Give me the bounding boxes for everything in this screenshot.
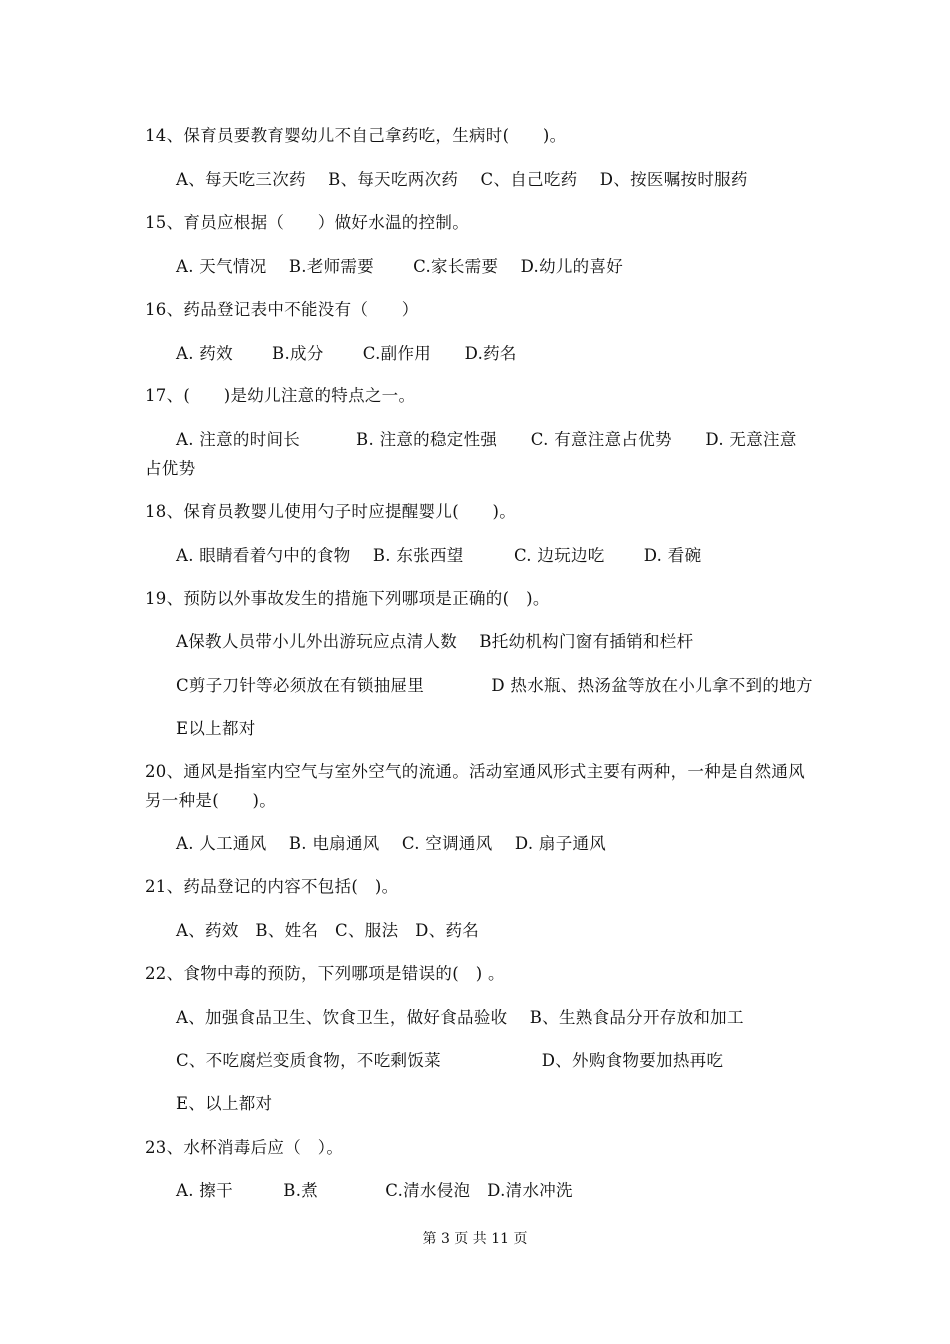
question-stem: 22、食物中毒的预防，下列哪项是错误的( ) 。	[145, 964, 505, 983]
question-options: C、不吃腐烂变质食物，不吃剩饭菜 D、外购食物要加热再吃	[176, 1051, 724, 1070]
question-options: A. 人工通风 B. 电扇通风 C. 空调通风 D. 扇子通风	[176, 834, 607, 853]
question-stem: 20、通风是指室内空气与室外空气的流通。活动室通风形式主要有两种，一种是自然通风	[145, 762, 805, 781]
question-options-continued: 占优势	[145, 459, 196, 478]
question-options: A. 药效 B.成分 C.副作用 D.药名	[176, 344, 517, 363]
page-footer: 第 3 页 共 11 页	[422, 1231, 528, 1247]
question-stem: 16、药品登记表中不能没有（ ）	[145, 300, 419, 319]
question-stem-continued: 另一种是( )。	[145, 791, 277, 810]
question-stem: 18、保育员教婴儿使用勺子时应提醒婴儿( )。	[145, 502, 517, 521]
question-stem: 15、育员应根据（ ）做好水温的控制。	[145, 213, 469, 232]
question-options: A、药效 B、姓名 C、服法 D、药名	[176, 921, 480, 940]
question-stem: 17、( )是幼儿注意的特点之一。	[145, 386, 416, 405]
question-options: A. 注意的时间长 B. 注意的稳定性强 C. 有意注意占优势 D. 无意注意	[176, 430, 797, 449]
question-stem: 21、药品登记的内容不包括( )。	[145, 877, 399, 896]
question-options: A. 眼睛看着勺中的食物 B. 东张西望 C. 边玩边吃 D. 看碗	[176, 546, 702, 565]
question-options: E以上都对	[176, 719, 256, 738]
question-options: A. 擦干 B.煮 C.清水侵泡 D.清水冲洗	[176, 1181, 573, 1200]
question-options: A保教人员带小儿外出游玩应点清人数 B托幼机构门窗有插销和栏杆	[176, 632, 694, 651]
question-options: A. 天气情况 B.老师需要 C.家长需要 D.幼儿的喜好	[176, 257, 624, 276]
question-options: A、加强食品卫生、饮食卫生，做好食品验收 B、生熟食品分开存放和加工	[176, 1008, 744, 1027]
question-stem: 19、预防以外事故发生的措施下列哪项是正确的( )。	[145, 589, 550, 608]
question-stem: 23、水杯消毒后应（ ）。	[145, 1138, 344, 1157]
question-stem: 14、保育员要教育婴幼儿不自己拿药吃，生病时( )。	[145, 126, 567, 145]
question-options: A、每天吃三次药 B、每天吃两次药 C、自己吃药 D、按医嘱按时服药	[176, 170, 748, 189]
question-options: C剪子刀针等必须放在有锁抽屉里 D 热水瓶、热汤盆等放在小儿拿不到的地方	[176, 676, 813, 695]
question-options: E、以上都对	[176, 1094, 273, 1113]
